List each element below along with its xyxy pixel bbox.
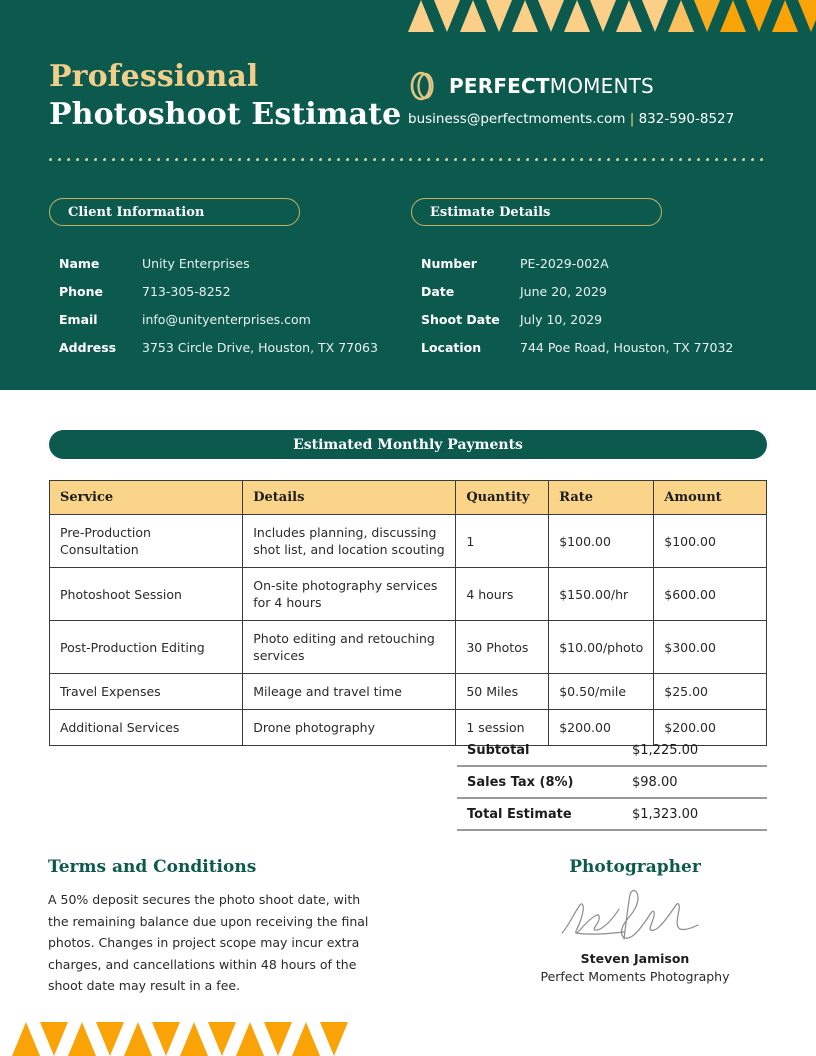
- brand-wordmark: [449, 74, 654, 98]
- estimate-details-list: [421, 256, 733, 368]
- triangle-shape: [720, 0, 746, 32]
- estimate-shootdate-label: Shoot Date: [421, 312, 500, 327]
- triangle-shape: [124, 1022, 152, 1056]
- table-row: [50, 621, 767, 674]
- terms-body: A 50% deposit secures the photo shoot date, with the remaining balance due upon receiving the final photos. Changes in project scope may incur extra charges, and cancellations within 48 hours of the shoot date may result in a fee.: [48, 892, 369, 993]
- cell-rate: $100.00: [549, 515, 654, 568]
- triangle-shape: [616, 0, 642, 32]
- triangle-shape: [152, 1022, 180, 1056]
- payments-banner-label: Estimated Monthly Payments: [293, 436, 523, 453]
- line-items-table: [49, 480, 767, 746]
- cell-details: On-site photography services for 4 hours: [243, 568, 456, 621]
- cell-amount: $600.00: [654, 568, 767, 621]
- triangle-shape: [512, 0, 538, 32]
- top-triangle-decoration: [408, 0, 816, 32]
- column-header-quantity: Quantity: [456, 481, 549, 515]
- subtotal-value: $1,225.00: [632, 742, 699, 758]
- estimate-date-label: Date: [421, 284, 455, 299]
- cell-service: Travel Expenses: [50, 674, 243, 710]
- triangle-shape: [40, 1022, 68, 1056]
- handwritten-signature-icon: [500, 883, 770, 949]
- client-address-label: Address: [59, 340, 117, 355]
- list-item: [59, 256, 378, 284]
- triangle-shape: [264, 1022, 292, 1056]
- cell-rate: $200.00: [549, 710, 654, 746]
- column-header-service: Service: [50, 481, 243, 515]
- client-address-value: 3753 Circle Drive, Houston, TX 77063: [142, 340, 378, 355]
- terms-section: [48, 857, 378, 997]
- bottom-triangle-decoration: [12, 1020, 352, 1056]
- triangle-shape: [408, 0, 434, 32]
- triangle-shape: [668, 0, 694, 32]
- triangle-shape: [460, 0, 486, 32]
- signature-heading: Photographer: [569, 857, 701, 877]
- document-title: [49, 58, 401, 134]
- title-line-two: Photoshoot Estimate: [49, 97, 402, 132]
- estimate-number-value: PE-2029-002A: [520, 256, 609, 271]
- totals-section: [457, 735, 767, 831]
- table-body: [50, 515, 767, 746]
- estimate-shootdate-value: July 10, 2029: [520, 312, 603, 327]
- estimate-details-heading: [411, 198, 662, 226]
- table-header: [50, 481, 767, 515]
- triangle-shape: [538, 0, 564, 32]
- cell-rate: $150.00/hr: [549, 568, 654, 621]
- estimate-location-value: 744 Poe Road, Houston, TX 77032: [520, 340, 734, 355]
- triangle-shape: [320, 1022, 348, 1056]
- brand-name-secondary: MOMENTS: [549, 74, 654, 98]
- cell-amount: $200.00: [654, 710, 767, 746]
- list-item: [59, 340, 378, 368]
- dotted-divider: [49, 158, 767, 162]
- signature-section: [500, 857, 770, 984]
- terms-heading: Terms and Conditions: [48, 857, 257, 877]
- cell-details: Photo editing and retouching services: [243, 621, 456, 674]
- signature-name: Steven Jamison: [580, 951, 690, 966]
- cell-details: Includes planning, discussing shot list, and location scouting: [243, 515, 456, 568]
- cell-rate: $0.50/mile: [549, 674, 654, 710]
- list-item: [421, 284, 733, 312]
- sales-tax-value: $98.00: [632, 774, 678, 790]
- title-line-one: Professional: [49, 59, 259, 94]
- table-row: [50, 674, 767, 710]
- cell-amount: $100.00: [654, 515, 767, 568]
- sales-tax-label: Sales Tax (8%): [467, 774, 574, 790]
- triangle-shape: [564, 0, 590, 32]
- cell-quantity: 4 hours: [456, 568, 549, 621]
- total-estimate-label: Total Estimate: [467, 806, 572, 822]
- client-phone-label: Phone: [59, 284, 104, 299]
- cell-service: Additional Services: [50, 710, 243, 746]
- subtotal-label: Subtotal: [467, 742, 530, 758]
- list-item: [59, 312, 378, 340]
- triangle-shape: [236, 1022, 264, 1056]
- signature-organization: Perfect Moments Photography: [540, 969, 730, 984]
- payments-banner: [49, 430, 767, 459]
- estimate-date-value: June 20, 2029: [520, 284, 607, 299]
- triangle-shape: [746, 0, 772, 32]
- list-item: [421, 256, 733, 284]
- total-estimate-value: $1,323.00: [632, 806, 699, 822]
- estimate-number-label: Number: [421, 256, 477, 271]
- brand-name-primary: PERFECT: [449, 74, 550, 98]
- cell-service: Post-Production Editing: [50, 621, 243, 674]
- triangle-shape: [180, 1022, 208, 1056]
- column-header-amount: Amount: [654, 481, 767, 515]
- column-header-details: Details: [243, 481, 456, 515]
- cell-quantity: 1 session: [456, 710, 549, 746]
- triangle-shape: [772, 0, 798, 32]
- client-information-heading: [49, 198, 300, 226]
- client-email-value: info@unityenterprises.com: [142, 312, 311, 327]
- triangle-shape: [642, 0, 668, 32]
- client-name-label: Name: [59, 256, 100, 271]
- header-panel: [0, 0, 816, 390]
- client-name-value: Unity Enterprises: [142, 256, 250, 271]
- triangle-shape: [694, 0, 720, 32]
- cell-details: Drone photography: [243, 710, 456, 746]
- contact-phone[interactable]: 832-590-8527: [638, 111, 735, 127]
- client-email-label: Email: [59, 312, 98, 327]
- triangle-shape: [96, 1022, 124, 1056]
- total-estimate-row: [457, 799, 767, 831]
- circle-monogram-icon: [408, 70, 438, 102]
- cell-amount: $25.00: [654, 674, 767, 710]
- client-phone-value: 713-305-8252: [142, 284, 231, 299]
- triangle-shape: [292, 1022, 320, 1056]
- estimate-location-label: Location: [421, 340, 482, 355]
- client-heading-label: Client Information: [68, 204, 205, 220]
- cell-service: Pre-Production Consultation: [50, 515, 243, 568]
- cell-quantity: 30 Photos: [456, 621, 549, 674]
- contact-email[interactable]: business@perfectmoments.com: [408, 111, 626, 127]
- list-item: [59, 284, 378, 312]
- brand-logo: [408, 70, 654, 102]
- table-row: [50, 568, 767, 621]
- cell-quantity: 1: [456, 515, 549, 568]
- list-item: [421, 340, 733, 368]
- triangle-shape: [12, 1022, 40, 1056]
- cell-amount: $300.00: [654, 621, 767, 674]
- cell-rate: $10.00/photo: [549, 621, 654, 674]
- triangle-shape: [68, 1022, 96, 1056]
- triangle-shape: [798, 0, 816, 32]
- contact-line: [408, 111, 734, 127]
- sales-tax-row: [457, 767, 767, 799]
- triangle-shape: [486, 0, 512, 32]
- estimate-heading-label: Estimate Details: [430, 204, 551, 220]
- list-item: [421, 312, 733, 340]
- triangle-shape: [208, 1022, 236, 1056]
- triangle-shape: [590, 0, 616, 32]
- table-row: [50, 515, 767, 568]
- cell-details: Mileage and travel time: [243, 674, 456, 710]
- cell-quantity: 50 Miles: [456, 674, 549, 710]
- contact-separator: |: [629, 111, 635, 127]
- client-information-list: [59, 256, 378, 368]
- subtotal-row: [457, 735, 767, 767]
- column-header-rate: Rate: [549, 481, 654, 515]
- cell-service: Photoshoot Session: [50, 568, 243, 621]
- triangle-shape: [434, 0, 460, 32]
- table-header-row: [50, 481, 767, 515]
